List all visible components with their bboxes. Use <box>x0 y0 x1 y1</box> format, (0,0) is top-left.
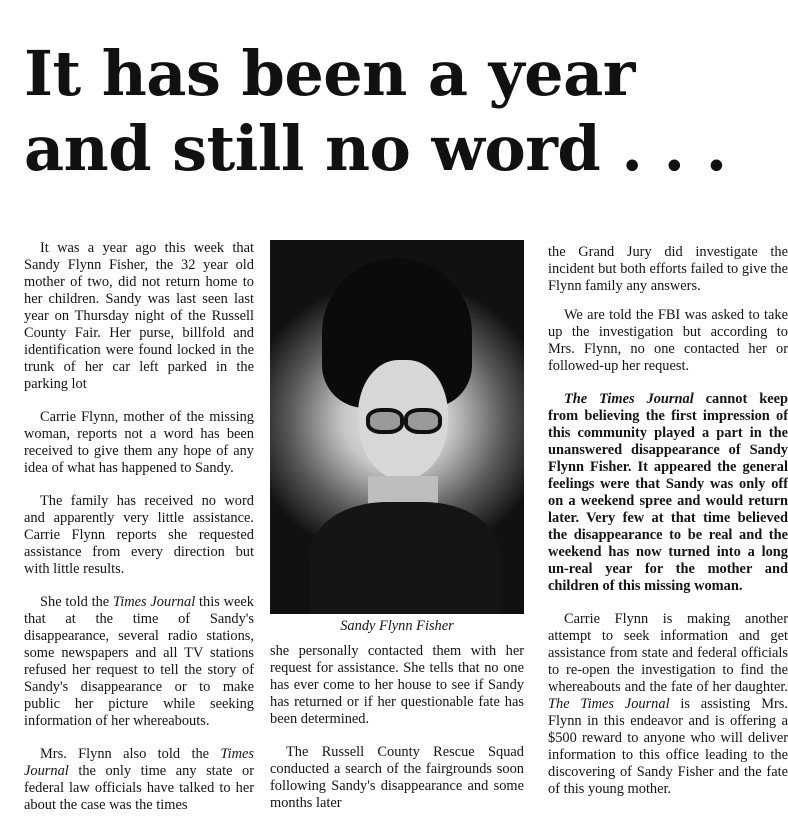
paragraph-4-rest: this week that at the time of Sandy's disappearance, several radio stations, some newspapers and all TV stations refused her request to tell the story of Sandy's disappearance or to make public her picture while seeking information of her whereabouts. <box>24 594 254 729</box>
paper-name: The Times Journal <box>548 696 670 712</box>
paper-name: The Times Journal <box>564 391 694 407</box>
paragraph-5-start: Mrs. Flynn also told the <box>40 746 221 762</box>
article-column-left <box>24 240 254 830</box>
paragraph-11 <box>548 611 788 798</box>
photo-caption: Sandy Flynn Fisher <box>340 618 454 634</box>
paragraph-9: We are told the FBI was asked to take up the investigation but according to Mrs. Flynn, no one contacted her or followed-up her request. <box>548 307 788 374</box>
paragraph-4-start: She told the <box>40 594 114 610</box>
headline-line-1: It has been a year <box>24 37 635 110</box>
article-column-middle <box>270 643 524 828</box>
paragraph-10 <box>548 391 788 595</box>
paper-name: Times Journal <box>24 746 254 779</box>
photo-glasses-right <box>404 408 442 434</box>
headline <box>24 36 774 186</box>
paper-name: Times Journal <box>113 594 196 610</box>
article-column-right <box>548 244 788 814</box>
portrait-photo <box>270 240 524 614</box>
paragraph-3: The family has received no word and apparently very little assistance. Carrie Flynn reports she requested assistance from every direction but with little results. <box>24 493 254 577</box>
paragraph-1: It was a year ago this week that Sandy Flynn Fisher, the 32 year old mother of two, did not return home to her children. Sandy was last seen last year on Thursday night of the Russell County Fair. Her purse, billfold and identification were found locked in the trunk of her car left parked in the parking lot <box>24 240 254 392</box>
paragraph-10-rest: cannot keep from believing the first impression of this community played a part in the unanswered disappearance of Sandy Flynn Fisher. It appeared the general feelings were that Sandy was only off on a weekend spree and would return later. Very few at that time believed the disappearance to be real and the weekend has now turned into a long un-real year for the mother and children of this missing woman. <box>548 391 788 594</box>
paragraph-11-start: Carrie Flynn is making another attempt to seek information and get assistance from state and federal officials to re-open the investigation to find the whereabouts and the fate of her daughter. <box>548 611 788 695</box>
paragraph-2: Carrie Flynn, mother of the missing woman, reports not a word has been received to give them any hope of any idea of what has happened to Sandy. <box>24 409 254 476</box>
paragraph-11-rest: is assisting Mrs. Flynn in this endeavor and is offering a $500 reward to anyone who will deliver information to this office leading to the discovering of Sandy Fisher and the fate of this young mother. <box>548 696 788 797</box>
paragraph-5 <box>24 746 254 814</box>
paragraph-7: The Russell County Rescue Squad conducted a search of the fairgrounds soon following Sandy's disappearance and some months later <box>270 744 524 811</box>
paragraph-8: the Grand Jury did investigate the incident but both efforts failed to give the Flynn family any answers. <box>548 244 788 294</box>
paragraph-5-rest: the only time any state or federal law officials have talked to her about the case was the times <box>24 763 254 813</box>
headline-line-2: and still no word . . . <box>24 112 727 186</box>
paragraph-4 <box>24 594 254 730</box>
photo-coat-shape <box>310 502 500 614</box>
paragraph-6: she personally contacted them with her request for assistance. She tells that no one has ever come to her house to see if Sandy has returned or if her questionable fate has been determined. <box>270 643 524 727</box>
photo-glasses-left <box>366 408 404 434</box>
